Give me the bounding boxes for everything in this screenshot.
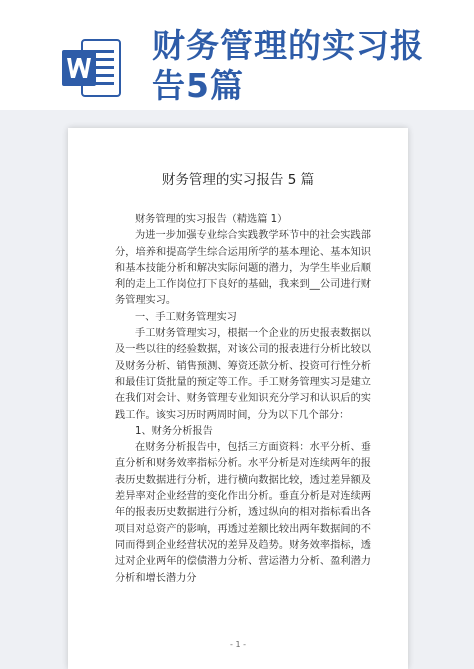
document-subtitle: 财务管理的实习报告（精选篇 1） [135, 214, 288, 225]
paragraph: 为进一步加强专业综合实践教学环节中的社会实践部分，培养和提高学生综合运用所学的基本理论、基本知识和基本技能分析和解决实际问题的潜力，为学生毕业后顺利的走上工作岗位打下良好的基础，我来到__公司进行财务管理实习。 [115, 230, 371, 307]
section-heading: 一、手工财务管理实习 [135, 311, 237, 323]
banner-title: 财务管理的实习报告5篇 [152, 26, 424, 105]
paragraph: 在财务分析报告中，包括三方面资料：水平分析、垂直分析和财务效率指标分析。水平分析是对连续两年的报表历史数据进行分析，进行横向数据比较，透过差异额及差异率对企业经营的变化作出分析。垂直分析是对连续两年的报表历史数据进行分析，透过纵向的相对指标看出各项目对总资产的影响，再透过差额比较出两年数据间的不同而得到企业经营状况的差异及趋势。财务效率指标，透过对企业两年的偿债潜力分析、营运潜力分析、盈利潜力分析和增长潜力分 [115, 442, 371, 584]
subsection-heading: 1、财务分析报告 [135, 425, 213, 437]
paragraph: 手工财务管理实习，根据一个企业的历史报表数据以及一些以往的经验数据，对该公司的报表进行分析比较以及财务分析、销售预测、筹资还款分析、投资可行性分析和最佳订货批量的预定等工作。手工财务管理实习是建立在我们对会计、财务管理专业知识充分学习和认识后的实践工作。该实习历时两周时间，分为以下几个部分： [115, 328, 371, 421]
document-body [115, 212, 371, 587]
banner [0, 0, 474, 110]
page-number: - 1 - [230, 640, 246, 649]
document-title: 财务管理的实习报告 5 篇 [161, 172, 315, 188]
document-page [68, 128, 408, 669]
word-document-icon [60, 36, 124, 100]
